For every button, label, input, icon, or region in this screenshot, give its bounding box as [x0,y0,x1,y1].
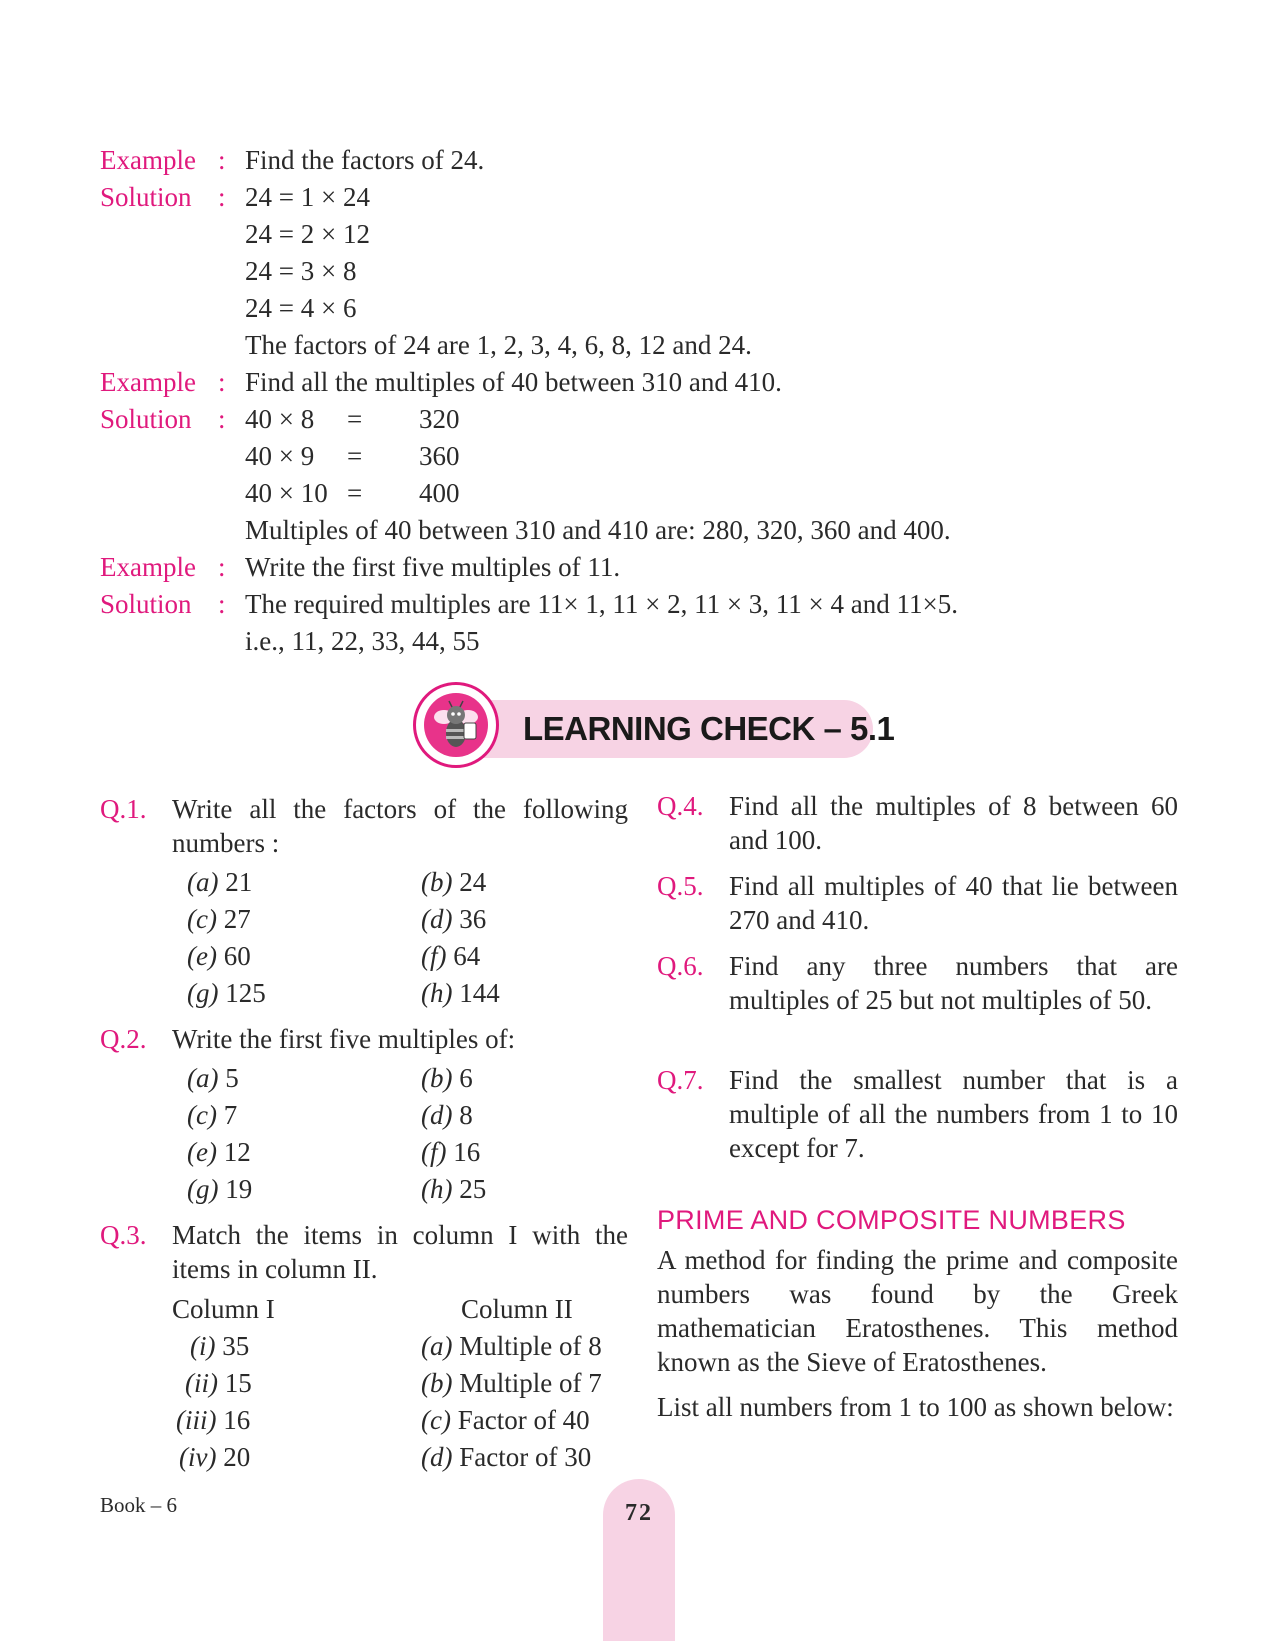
option: (g) 125 [187,978,266,1008]
learning-check-banner [413,682,895,772]
learning-check-title: LEARNING CHECK – 5.1 [523,710,895,747]
question-number: Q.7. [657,1065,704,1095]
learning-check-badge [413,682,499,768]
question-text: Match the items in column I with the items in column II. [172,1220,628,1284]
solution-line: 24 = 2 × 12 [245,219,370,249]
solution-conclusion: Multiples of 40 between 310 and 410 are: 280, 320, 360 and 400. [245,515,951,545]
question-text: Find all the multiples of 8 between 60 and 100. [729,791,1178,855]
match-item: (ii) 15 [185,1368,252,1398]
match-item: (i) 35 [190,1331,250,1361]
page-number: 72 [625,1500,653,1526]
example-question: Write the first five multiples of 11. [245,552,621,582]
example-label: Example [100,367,196,397]
option: (c) 7 [187,1100,238,1130]
option: (h) 25 [421,1174,487,1204]
question-text: Find all multiples of 40 that lie between 270 and 410. [729,871,1178,935]
option: (e) 60 [187,941,251,971]
example-question: Find all the multiples of 40 between 310 and 410. [245,367,782,397]
option: (e) 12 [187,1137,251,1167]
equation-rhs: 320 [419,404,460,434]
question-text: Write the first five multiples of: [172,1024,516,1054]
question-text: Find any three numbers that are multiples of 25 but not multiples of 50. [729,951,1178,1015]
column-header: Column II [461,1294,573,1324]
solution-label: Solution [100,404,192,434]
equation-rhs: 360 [419,441,460,471]
option: (b) 24 [421,867,487,897]
example-question: Find the factors of 24. [245,145,485,175]
solution-label: Solution [100,589,192,619]
question-text: Write all the factors of the following numbers : [172,794,628,858]
equation-lhs: 40 × 9 [245,441,315,471]
question-4 [657,789,1178,859]
option: (f) 64 [421,941,481,971]
equation-equals: = [347,478,363,508]
section-paragraph: A method for finding the prime and composite numbers was found by the Greek mathematician Eratosthenes. This method known as the Sieve of Eratosthenes. [657,1245,1178,1377]
section-paragraph: List all numbers from 1 to 100 as shown below: [657,1392,1174,1422]
match-item: (b) Multiple of 7 [421,1368,602,1398]
example-label: Example [100,552,196,582]
question-1 [100,792,628,862]
bee-mascot-icon [424,693,488,757]
solution-line: The factors of 24 are 1, 2, 3, 4, 6, 8, 12 and 24. [245,330,752,360]
option: (d) 36 [421,904,487,934]
match-item: (iv) 20 [179,1442,251,1472]
match-item: (c) Factor of 40 [421,1405,590,1435]
question-6 [657,949,1178,1053]
option: (g) 19 [187,1174,253,1204]
solution-line: 24 = 1 × 24 [245,182,370,212]
footer-book-label: Book – 6 [100,1493,178,1517]
question-number: Q.4. [657,791,704,821]
question-number: Q.2. [100,1024,147,1054]
equation-rhs: 400 [419,478,460,508]
option: (f) 16 [421,1137,481,1167]
match-item: (d) Factor of 30 [421,1442,592,1472]
match-item: (iii) 16 [176,1405,251,1435]
match-item: (a) Multiple of 8 [421,1331,602,1361]
solution-line: The required multiples are 11× 1, 11 × 2, 11 × 3, 11 × 4 and 11×5. [245,589,958,619]
equation-lhs: 40 × 10 [245,478,328,508]
question-number: Q.1. [100,794,147,824]
solution-line: i.e., 11, 22, 33, 44, 55 [245,626,480,656]
example-label: Example [100,145,196,175]
question-7 [657,1063,1178,1167]
solution-line: 24 = 3 × 8 [245,256,357,286]
option: (b) 6 [421,1063,473,1093]
question-number: Q.6. [657,951,704,981]
option: (c) 27 [187,904,251,934]
equation-equals: = [347,441,363,471]
equation-equals: = [347,404,363,434]
equation-lhs: 40 × 8 [245,404,315,434]
solution-label: Solution [100,182,192,212]
section-heading: PRIME AND COMPOSITE NUMBERS [657,1205,1126,1235]
question-5 [657,869,1178,939]
question-number: Q.5. [657,871,704,901]
column-header: Column I [172,1294,275,1324]
option: (a) 21 [187,867,253,897]
question-text: Find the smallest number that is a multiple of all the numbers from 1 to 10 except for 7. [729,1065,1178,1163]
question-3 [100,1218,628,1288]
option: (a) 5 [187,1063,239,1093]
question-number: Q.3. [100,1220,147,1250]
option: (h) 144 [421,978,500,1008]
solution-line: 24 = 4 × 6 [245,293,357,323]
question-2 [100,1022,628,1058]
option: (d) 8 [421,1100,473,1130]
